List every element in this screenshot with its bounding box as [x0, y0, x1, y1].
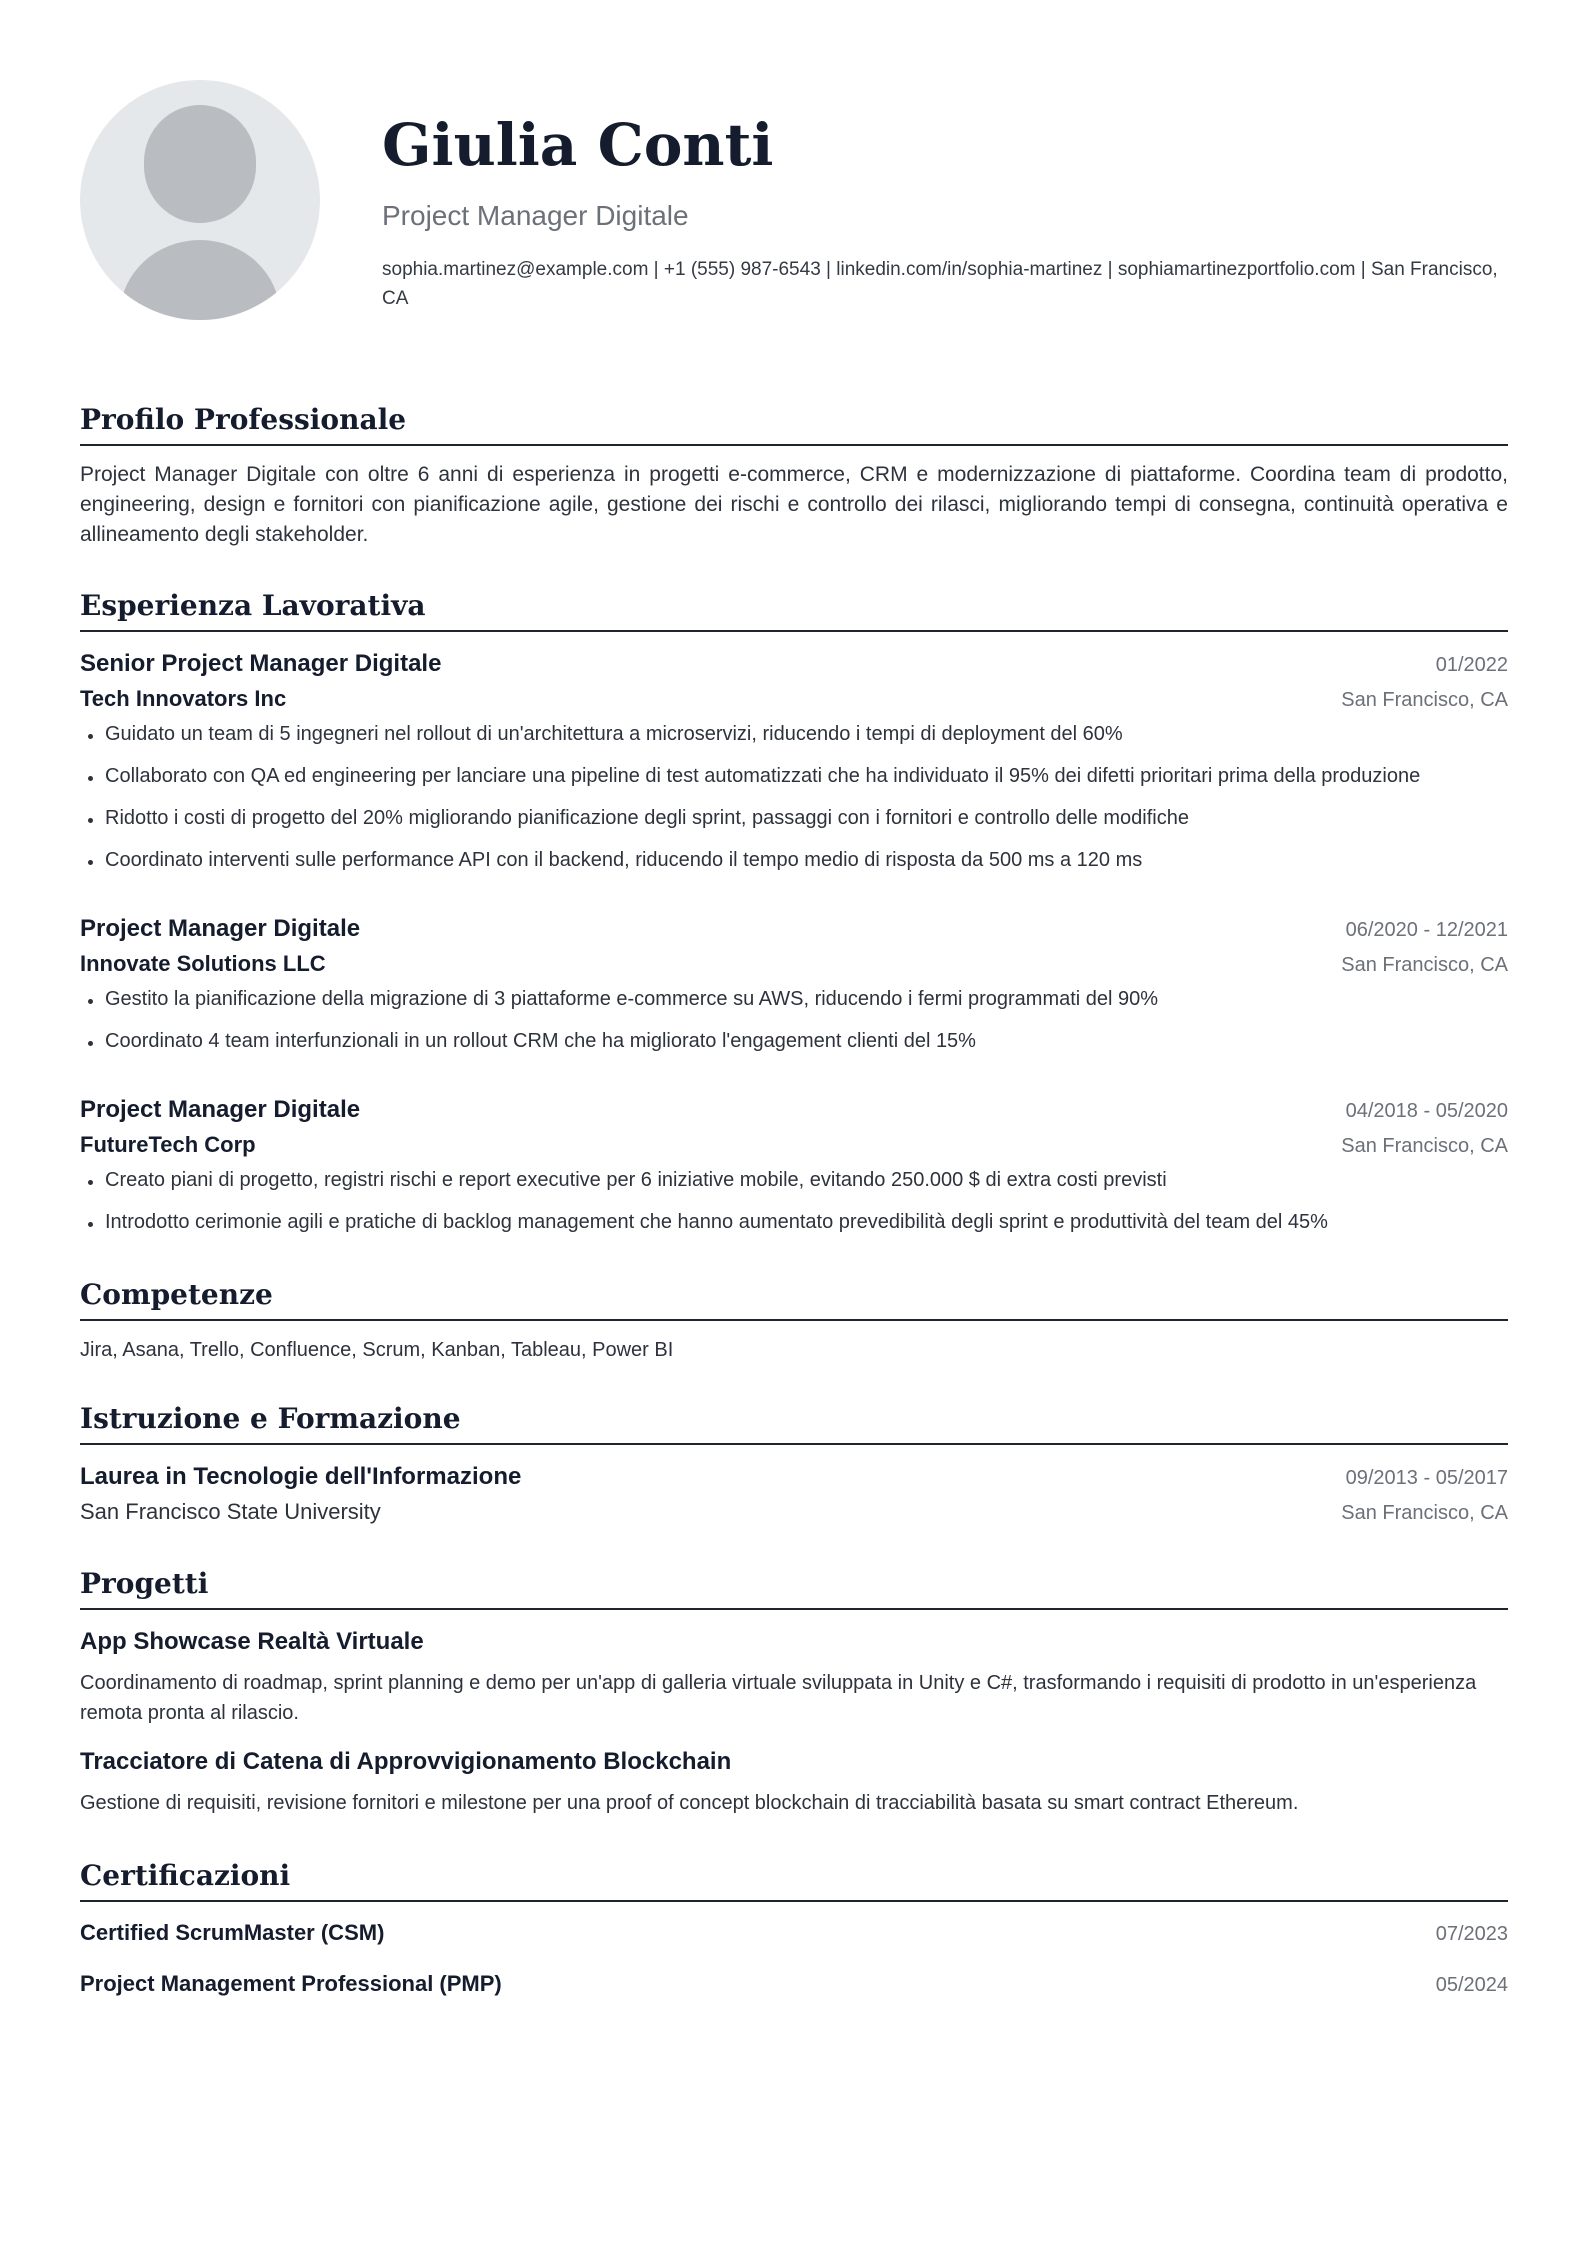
job-date: 06/2020 - 12/2021 [1345, 919, 1508, 941]
job-entry [80, 646, 1508, 873]
profile-summary: Project Manager Digitale con oltre 6 anni di esperienza in progetti e-commerce, CRM e modernizzazione di piattaforme. Coordina team di prodotto, engineering, design e fornitori con pianificazione agile, gestione dei rischi e controllo dei rilasci, migliorando tempi di consegna, continuità operativa e allineamento degli stakeholder. [80, 463, 1508, 546]
section-title-profile: Profilo Professionale [80, 400, 1508, 446]
job-bullet: Introdotto cerimonie agili e pratiche di backlog management che hanno aumentato prevedibilità degli sprint e produttività del team del 45% [80, 1209, 1508, 1235]
job-bullet: Creato piani di progetto, registri rischi e report executive per 6 iniziative mobile, evitando 250.000 $ di extra costi previsti [80, 1167, 1508, 1193]
project-description: Coordinamento di roadmap, sprint planning e demo per un'app di galleria virtuale sviluppata in Unity e C#, trasformando i requisiti di prodotto in un'esperienza remota pronta al rilascio. [80, 1672, 1477, 1724]
education-degree: Laurea in Tecnologie dell'Informazione [80, 1463, 522, 1490]
education-school-row [80, 1495, 1508, 1530]
education-header-row [80, 1459, 1508, 1495]
job-role: Senior Project Manager Digitale [80, 650, 442, 677]
job-company: FutureTech Corp [80, 1132, 256, 1157]
certification-name: Certified ScrumMaster (CSM) [80, 1920, 385, 1945]
job-bullet: Gestito la pianificazione della migrazione di 3 piattaforme e-commerce su AWS, riducendo i fermi programmati del 90% [80, 986, 1508, 1012]
section-profile [80, 400, 1508, 550]
job-company: Innovate Solutions LLC [80, 951, 326, 976]
section-certifications [80, 1856, 1508, 2002]
job-role: Project Manager Digitale [80, 915, 361, 942]
job-bullets [80, 1167, 1508, 1235]
job-bullet: Collaborato con QA ed engineering per lanciare una pipeline di test automatizzati che ha individuato il 95% dei difetti prioritari prima della produzione [80, 763, 1508, 789]
certification-row [80, 1916, 1508, 1951]
section-title-projects: Progetti [80, 1564, 1508, 1610]
job-bullet: Coordinato interventi sulle performance API con il backend, riducendo il tempo medio di risposta da 500 ms a 120 ms [80, 847, 1508, 873]
certification-date: 07/2023 [1435, 1923, 1508, 1945]
job-bullet: Coordinato 4 team interfunzionali in un rollout CRM che ha migliorato l'engagement clienti del 15% [80, 1028, 1508, 1054]
job-bullets [80, 721, 1508, 873]
education-entry [80, 1459, 1508, 1530]
job-location: San Francisco, CA [1341, 1135, 1508, 1157]
job-header-row [80, 1092, 1508, 1128]
job-bullets [80, 986, 1508, 1054]
header-text [382, 105, 1508, 313]
avatar-placeholder-icon [80, 80, 320, 320]
project-entry [80, 1744, 1508, 1818]
project-name: Tracciatore di Catena di Approvvigionamento Blockchain [80, 1748, 732, 1775]
section-education [80, 1399, 1508, 1530]
contact-line: sophia.martinez@example.com | +1 (555) 987-6543 | linkedin.com/in/sophia-martinez | sophiamartinezportfolio.com | San Francisco, CA [382, 259, 1498, 309]
education-school: San Francisco State University [80, 1499, 381, 1524]
job-company-row [80, 1128, 1508, 1163]
certification-row [80, 1967, 1508, 2002]
avatar-head-shape [144, 105, 256, 223]
avatar-body-shape [120, 240, 280, 320]
job-entry [80, 911, 1508, 1054]
section-title-education: Istruzione e Formazione [80, 1399, 1508, 1445]
job-date: 01/2022 [1435, 654, 1508, 676]
job-location: San Francisco, CA [1341, 954, 1508, 976]
project-entry [80, 1624, 1508, 1728]
job-header-row [80, 911, 1508, 947]
education-location: San Francisco, CA [1341, 1502, 1508, 1524]
job-date: 04/2018 - 05/2020 [1345, 1100, 1508, 1122]
job-bullet: Ridotto i costi di progetto del 20% migliorando pianificazione degli sprint, passaggi con i fornitori e controllo delle modifiche [80, 805, 1508, 831]
skills-list: Jira, Asana, Trello, Confluence, Scrum, Kanban, Tableau, Power BI [80, 1339, 674, 1361]
job-company-row [80, 682, 1508, 717]
job-bullet: Guidato un team di 5 ingegneri nel rollout di un'architettura a microservizi, riducendo i tempi di deployment del 60% [80, 721, 1508, 747]
certification-date: 05/2024 [1435, 1974, 1508, 1996]
resume-header [80, 0, 1508, 330]
certification-name: Project Management Professional (PMP) [80, 1971, 502, 1996]
job-entry [80, 1092, 1508, 1235]
candidate-role: Project Manager Digitale [382, 200, 689, 231]
job-company-row [80, 947, 1508, 982]
section-experience [80, 586, 1508, 1235]
job-company: Tech Innovators Inc [80, 686, 287, 711]
section-skills [80, 1275, 1508, 1365]
job-role: Project Manager Digitale [80, 1096, 361, 1123]
job-location: San Francisco, CA [1341, 689, 1508, 711]
job-header-row [80, 646, 1508, 682]
section-title-skills: Competenze [80, 1275, 1508, 1321]
candidate-name: Giulia Conti [382, 111, 774, 179]
education-date: 09/2013 - 05/2017 [1345, 1467, 1508, 1489]
project-name: App Showcase Realtà Virtuale [80, 1628, 424, 1655]
section-title-experience: Esperienza Lavorativa [80, 586, 1508, 632]
section-title-certifications: Certificazioni [80, 1856, 1508, 1902]
project-description: Gestione di requisiti, revisione fornitori e milestone per una proof of concept blockchain di tracciabilità basata su smart contract Ethereum. [80, 1792, 1299, 1814]
section-projects [80, 1564, 1508, 1818]
